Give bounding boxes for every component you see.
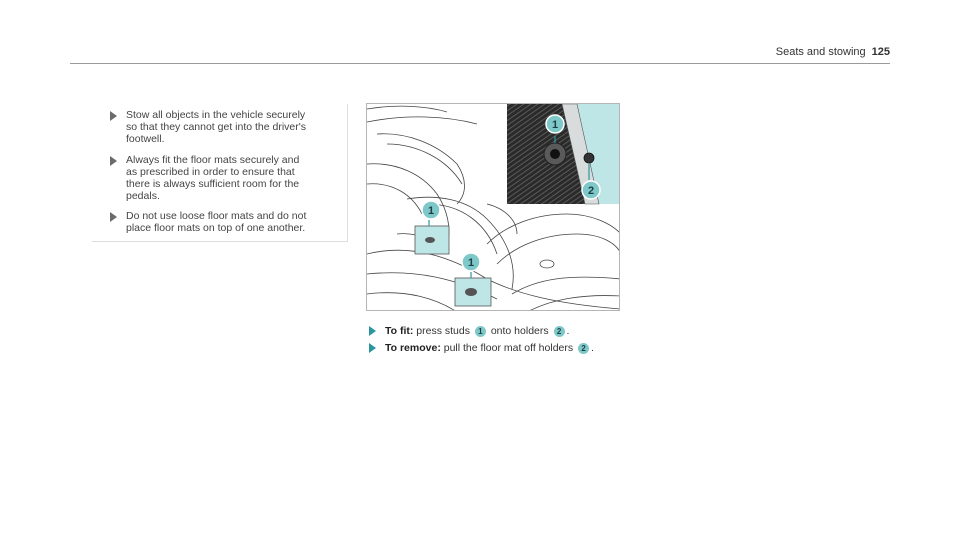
instruction-label: To remove: [385, 342, 441, 354]
note-line: Do not use loose floor mats and do not [126, 210, 307, 222]
instruction-text: onto holders [487, 325, 552, 337]
instruction-text: . [591, 342, 594, 354]
step-arrow-icon [369, 326, 376, 336]
callout-badge [462, 253, 480, 271]
bullet-arrow-icon [110, 212, 117, 222]
bullet-arrow-icon [110, 156, 117, 166]
svg-text:1: 1 [467, 257, 475, 269]
header-divider [70, 63, 890, 64]
note-line: there is always sufficient room for the [126, 178, 300, 190]
bullet-arrow-icon [110, 111, 117, 121]
callout-badge [582, 181, 600, 199]
page-header [690, 46, 890, 58]
callout-badge-inline: 2 [578, 343, 589, 354]
callout-badge-inline: 2 [554, 326, 565, 337]
floor-mat-illustration [366, 103, 620, 311]
section-title: Seats and stowing [775, 46, 866, 58]
page-number: 125 [871, 46, 890, 58]
note-line: footwell. [126, 133, 165, 145]
note-line: place floor mats on top of one another. [126, 222, 306, 234]
instruction-text: press studs [413, 325, 473, 337]
safety-note-2 [126, 154, 299, 202]
svg-text:1: 1 [427, 205, 435, 217]
instruction-label: To fit: [385, 325, 414, 337]
safety-note-1 [126, 109, 306, 145]
svg-text:2: 2 [587, 185, 595, 197]
callout-badge [546, 115, 564, 133]
step-arrow-icon [369, 343, 376, 353]
instruction-remove [385, 342, 594, 354]
note-line: Always fit the floor mats securely and [126, 154, 300, 166]
instruction-fit [385, 325, 569, 337]
note-line: Stow all objects in the vehicle securely [126, 109, 306, 121]
note-line: so that they cannot get into the driver's [126, 121, 307, 133]
safety-note-3 [126, 210, 306, 234]
note-line: as prescribed in order to ensure that [126, 166, 295, 178]
instruction-text: pull the floor mat off holders [440, 342, 577, 354]
floor-mat-drawing [367, 104, 620, 311]
instruction-text: . [566, 325, 570, 337]
callout-badge-inline: 1 [475, 326, 486, 337]
callout-badge [422, 201, 440, 219]
note-line: pedals. [126, 190, 160, 202]
svg-text:1: 1 [551, 119, 559, 131]
